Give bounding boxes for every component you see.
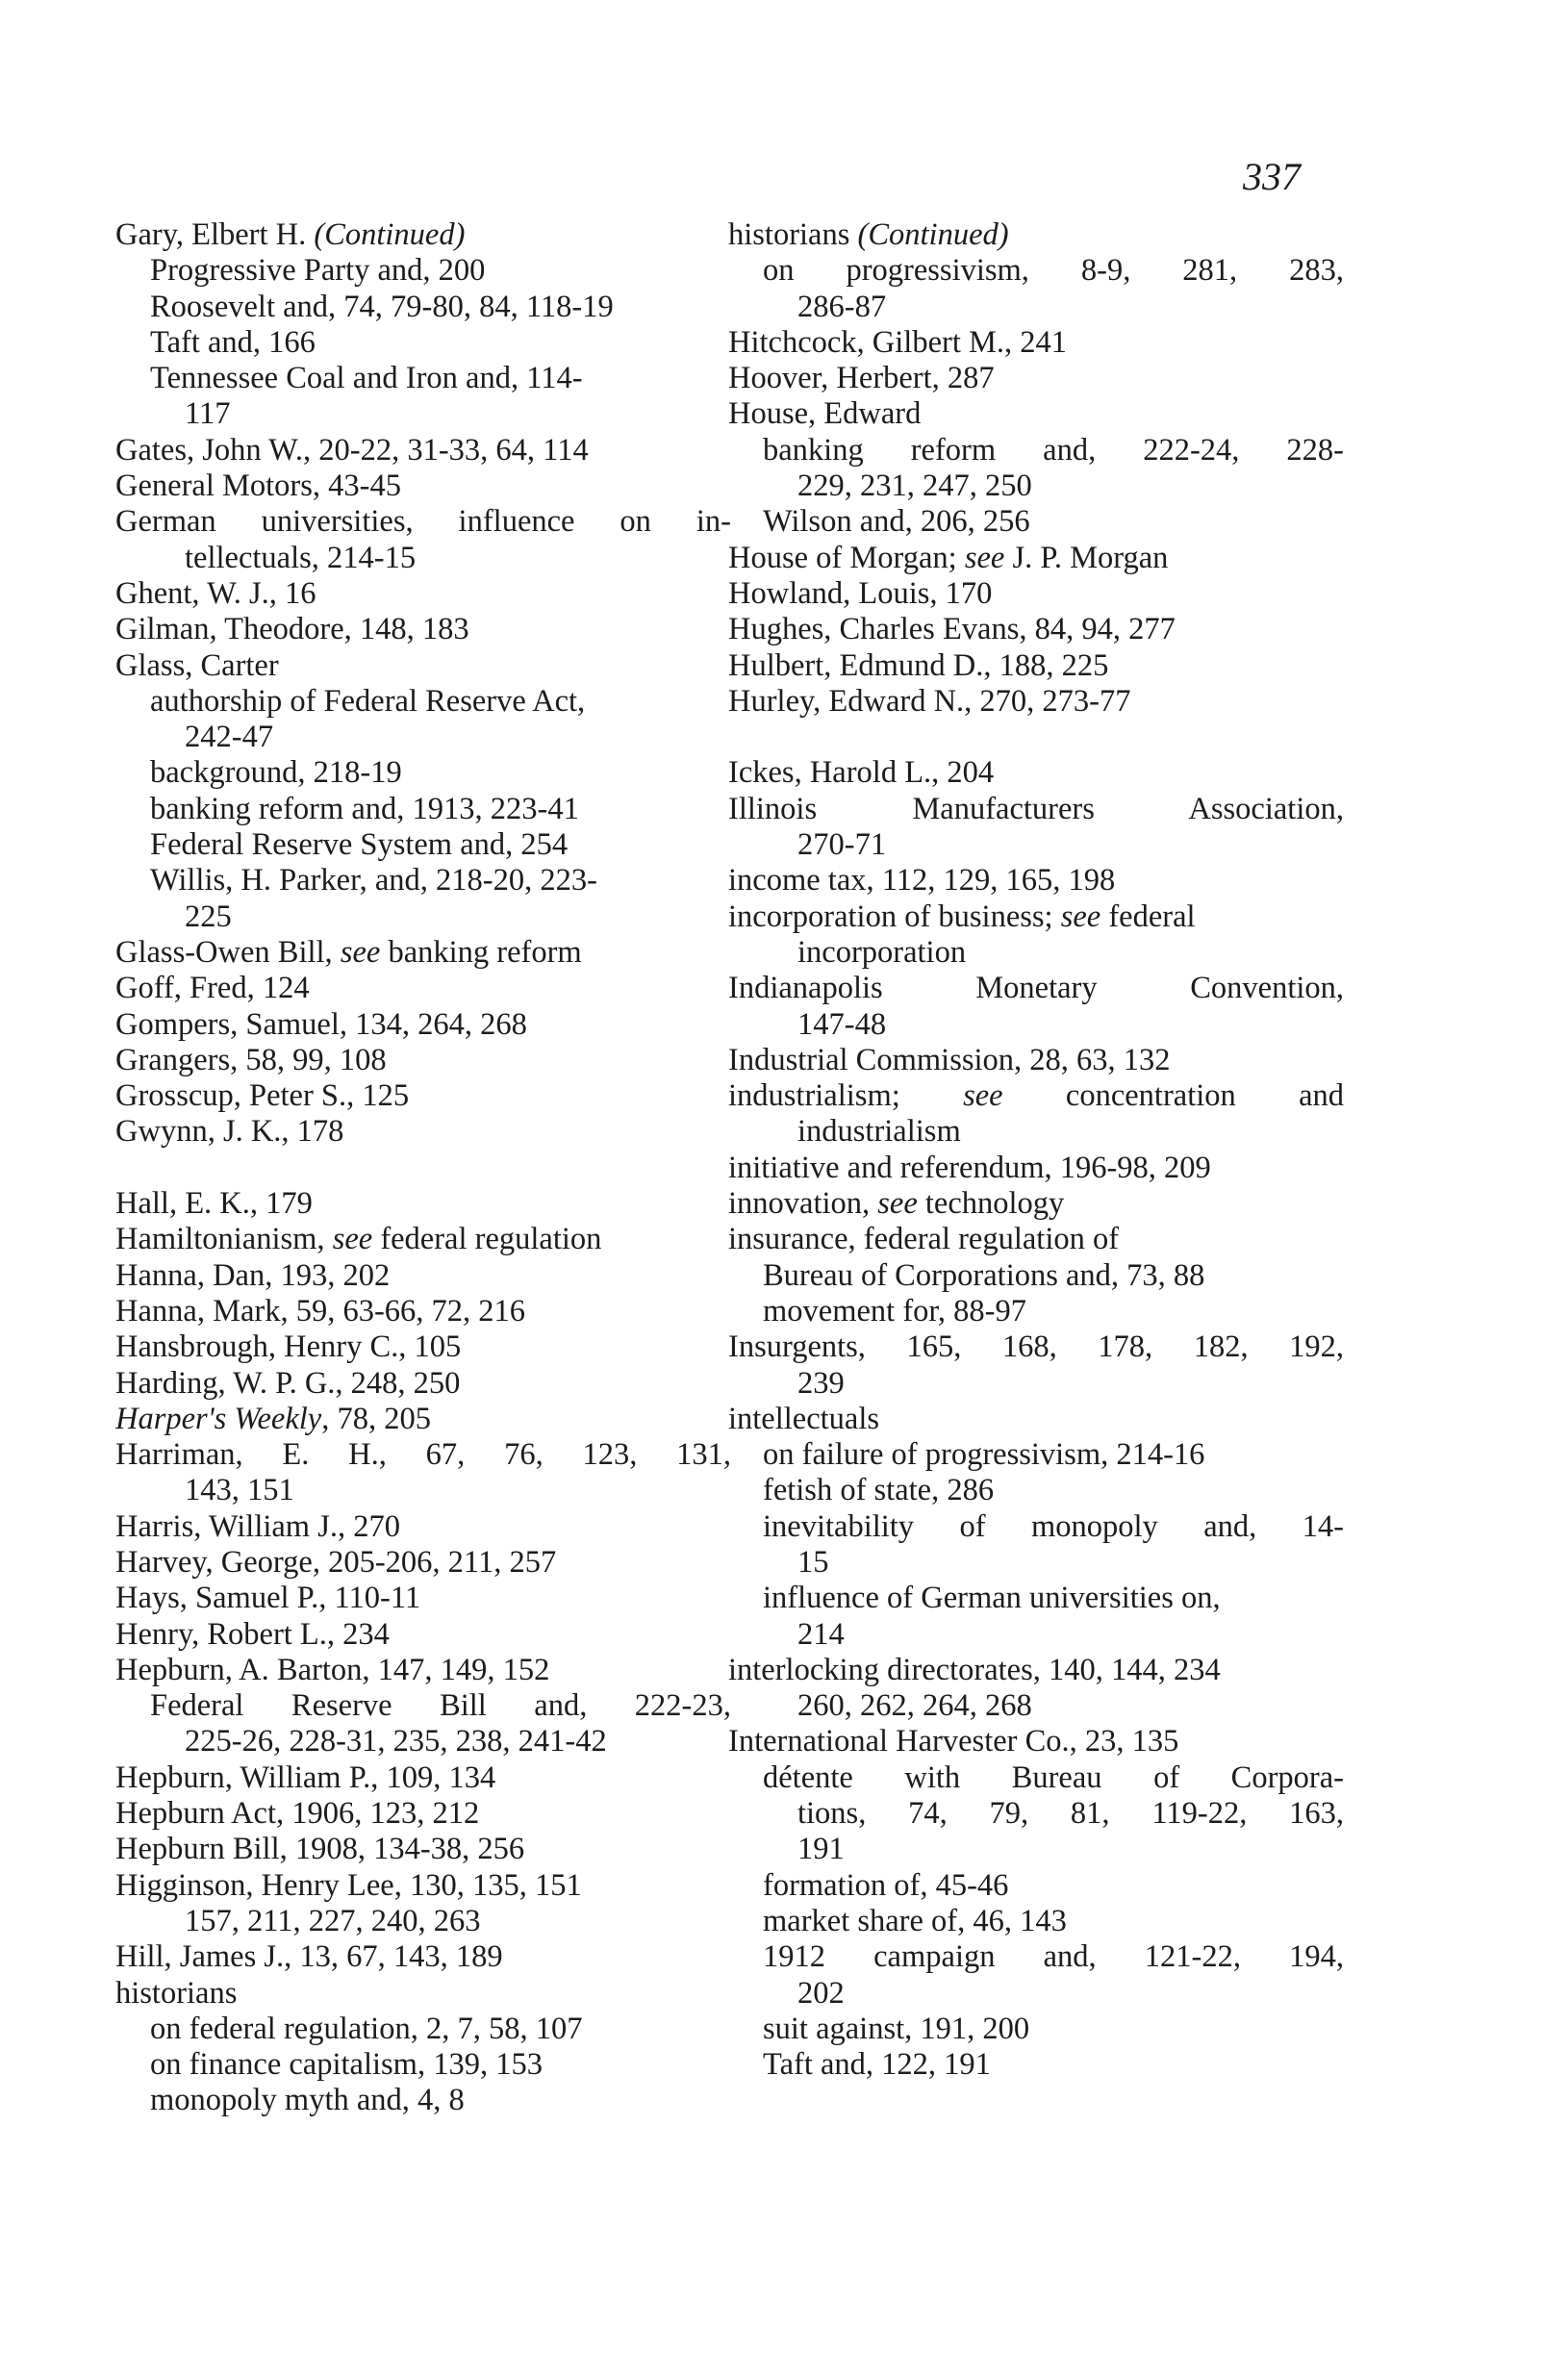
- index-entry: Glass-Owen Bill, see banking reform: [115, 934, 582, 970]
- index-subentry: on federal regulation, 2, 7, 58, 107: [150, 2011, 583, 2046]
- index-subentry: background, 218-19: [150, 755, 402, 791]
- index-entry: Hoover, Herbert, 287: [728, 361, 995, 396]
- index-entry: income tax, 112, 129, 165, 198: [728, 863, 1116, 899]
- index-entry: Insurgents, 165, 168, 178, 182, 192,: [728, 1329, 1344, 1365]
- index-entry: Harper's Weekly, 78, 205: [115, 1401, 431, 1436]
- index-subentry: inevitability of monopoly and, 14-: [763, 1508, 1344, 1544]
- index-entry: Hepburn, William P., 109, 134: [115, 1759, 496, 1795]
- index-subentry: 191: [797, 1832, 845, 1867]
- index-subentry: incorporation: [797, 934, 967, 970]
- index-subentry: 202: [797, 1975, 845, 2011]
- index-entry: historians: [115, 1975, 238, 2011]
- index-subentry: authorship of Federal Reserve Act,: [150, 683, 586, 719]
- index-entry: House, Edward: [728, 396, 922, 432]
- index-entry: Harvey, George, 205-206, 211, 257: [115, 1544, 557, 1580]
- index-subentry: tions, 74, 79, 81, 119-22, 163,: [797, 1796, 1344, 1832]
- index-entry: Hughes, Charles Evans, 84, 94, 277: [728, 612, 1176, 647]
- index-subentry: Federal Reserve Bill and, 222-23,: [150, 1688, 731, 1724]
- index-column-left: [115, 217, 731, 2119]
- index-entry: Gates, John W., 20-22, 31-33, 64, 114: [115, 432, 589, 468]
- index-entry: Hansbrough, Henry C., 105: [115, 1329, 462, 1365]
- index-entry: German universities, influence on in-: [115, 504, 731, 540]
- index-entry: industrialism; see concentration and: [728, 1078, 1345, 1114]
- index-entry: Indianapolis Monetary Convention,: [728, 971, 1344, 1006]
- index-entry: Howland, Louis, 170: [728, 575, 993, 611]
- index-subentry: 214: [797, 1616, 845, 1652]
- index-entry: Hanna, Dan, 193, 202: [115, 1257, 391, 1293]
- index-subentry: influence of German universities on,: [763, 1581, 1221, 1616]
- section-gap: [728, 720, 1344, 755]
- index-subentry: détente with Bureau of Corpora-: [763, 1759, 1344, 1795]
- index-entry: Industrial Commission, 28, 63, 132: [728, 1042, 1171, 1077]
- index-subentry: Progressive Party and, 200: [150, 253, 486, 289]
- index-entry: Higginson, Henry Lee, 130, 135, 151: [115, 1867, 582, 1903]
- index-subentry: 147-48: [797, 1006, 887, 1042]
- index-entry: Henry, Robert L., 234: [115, 1616, 390, 1652]
- index-subentry: Taft and, 166: [150, 324, 316, 360]
- index-entry: Hitchcock, Gilbert M., 241: [728, 324, 1068, 360]
- index-subentry: suit against, 191, 200: [763, 2011, 1030, 2046]
- index-entry: historians (Continued): [728, 217, 1009, 252]
- index-subentry: Bureau of Corporations and, 73, 88: [763, 1257, 1205, 1293]
- index-entry: Gompers, Samuel, 134, 264, 268: [115, 1006, 527, 1042]
- index-subentry: 143, 151: [185, 1473, 294, 1508]
- index-entry: Grosscup, Peter S., 125: [115, 1078, 410, 1114]
- index-entry: Hamiltonianism, see federal regulation: [115, 1222, 602, 1257]
- index-entry: International Harvester Co., 23, 135: [728, 1724, 1179, 1759]
- index-subentry: tellectuals, 214-15: [185, 540, 417, 575]
- index-entry: Harding, W. P. G., 248, 250: [115, 1365, 461, 1401]
- index-subentry: on progressivism, 8-9, 281, 283,: [763, 253, 1344, 289]
- index-subentry: industrialism: [797, 1114, 961, 1150]
- index-subentry: market share of, 46, 143: [763, 1903, 1067, 1938]
- index-subentry: 270-71: [797, 827, 887, 863]
- index-subentry: 225: [185, 899, 232, 934]
- index-subentry: formation of, 45-46: [763, 1867, 1009, 1903]
- index-entry: Hepburn Bill, 1908, 134-38, 256: [115, 1832, 525, 1867]
- index-subentry: Roosevelt and, 74, 79-80, 84, 118-19: [150, 289, 614, 324]
- index-subentry: banking reform and, 222-24, 228-: [763, 432, 1344, 468]
- index-entry: innovation, see technology: [728, 1186, 1065, 1222]
- index-entry: Glass, Carter: [115, 647, 279, 683]
- index-column-right: [728, 217, 1344, 2083]
- page-number: 337: [1243, 155, 1301, 198]
- index-subentry: 242-47: [185, 720, 274, 755]
- index-entry: insurance, federal regulation of: [728, 1222, 1120, 1257]
- index-subentry: Willis, H. Parker, and, 218-20, 223-: [150, 863, 597, 899]
- index-entry: Ghent, W. J., 16: [115, 575, 316, 611]
- index-subentry: 15: [797, 1544, 829, 1580]
- index-subentry: 157, 211, 227, 240, 263: [185, 1903, 481, 1938]
- index-entry: Hall, E. K., 179: [115, 1186, 313, 1222]
- index-entry: General Motors, 43-45: [115, 468, 401, 504]
- index-entry: Hays, Samuel P., 110-11: [115, 1581, 421, 1616]
- index-subentry: on failure of progressivism, 214-16: [763, 1437, 1205, 1473]
- index-subentry: banking reform and, 1913, 223-41: [150, 791, 579, 826]
- index-subentry: 286-87: [797, 289, 887, 324]
- index-subentry: movement for, 88-97: [763, 1293, 1026, 1329]
- index-subentry: 239: [797, 1365, 845, 1401]
- index-entry: Hill, James J., 13, 67, 143, 189: [115, 1939, 503, 1975]
- index-entry: Gwynn, J. K., 178: [115, 1114, 344, 1150]
- index-entry: Grangers, 58, 99, 108: [115, 1042, 387, 1077]
- index-entry: interlocking directorates, 140, 144, 234: [728, 1652, 1221, 1687]
- index-subentry: Tennessee Coal and Iron and, 114-: [150, 361, 583, 396]
- index-entry: Hurley, Edward N., 270, 273-77: [728, 683, 1131, 719]
- index-entry: House of Morgan; see J. P. Morgan: [728, 540, 1169, 575]
- index-subentry: on finance capitalism, 139, 153: [150, 2047, 543, 2083]
- index-subentry: 260, 262, 264, 268: [797, 1688, 1032, 1724]
- index-entry: Illinois Manufacturers Association,: [728, 791, 1344, 826]
- index-entry: Goff, Fred, 124: [115, 971, 310, 1006]
- index-entry: Hepburn, A. Barton, 147, 149, 152: [115, 1652, 550, 1687]
- index-entry: incorporation of business; see federal: [728, 899, 1196, 934]
- index-subentry: Taft and, 122, 191: [763, 2047, 991, 2083]
- index-subentry: 229, 231, 247, 250: [797, 468, 1032, 504]
- index-entry: Hanna, Mark, 59, 63-66, 72, 216: [115, 1293, 526, 1329]
- index-entry: Hulbert, Edmund D., 188, 225: [728, 647, 1109, 683]
- index-subentry: 117: [185, 396, 231, 432]
- index-entry: Ickes, Harold L., 204: [728, 755, 995, 791]
- index-subentry: monopoly myth and, 4, 8: [150, 2083, 465, 2118]
- index-entry: Gilman, Theodore, 148, 183: [115, 612, 469, 647]
- index-subentry: Federal Reserve System and, 254: [150, 827, 569, 863]
- index-entry: Hepburn Act, 1906, 123, 212: [115, 1796, 480, 1832]
- index-subentry: 1912 campaign and, 121-22, 194,: [763, 1939, 1344, 1975]
- index-entry: intellectuals: [728, 1401, 880, 1436]
- index-entry: initiative and referendum, 196-98, 209: [728, 1150, 1211, 1185]
- section-gap: [115, 1151, 731, 1186]
- index-subentry: 225-26, 228-31, 235, 238, 241-42: [185, 1724, 607, 1759]
- index-entry: Gary, Elbert H. (Continued): [115, 217, 466, 252]
- index-entry: Harris, William J., 270: [115, 1508, 400, 1544]
- index-entry: Harriman, E. H., 67, 76, 123, 131,: [115, 1437, 731, 1473]
- index-subentry: Wilson and, 206, 256: [763, 504, 1030, 540]
- index-subentry: fetish of state, 286: [763, 1473, 995, 1508]
